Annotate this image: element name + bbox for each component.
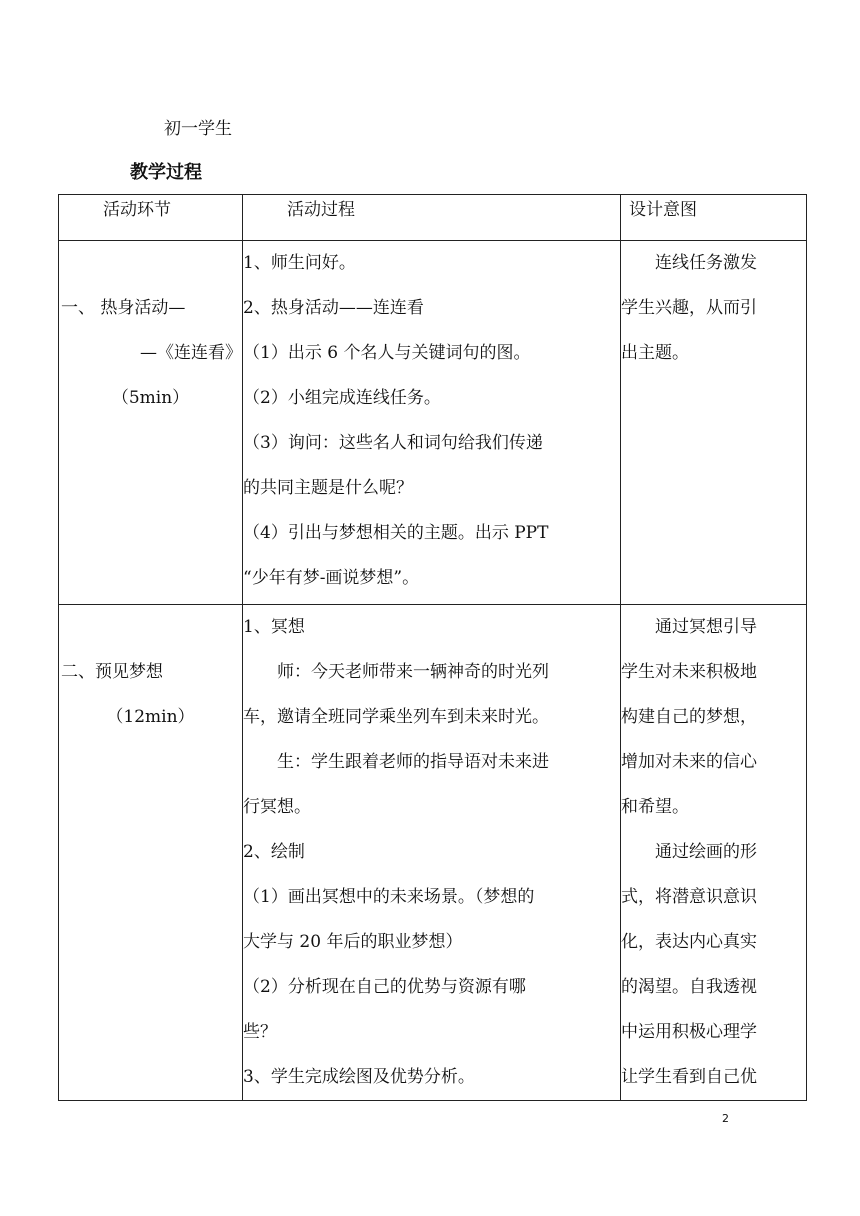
intent-cell (621, 605, 807, 1101)
process-line: “少年有梦-画说梦想”。 (243, 568, 420, 588)
process-line: （2）小组完成连线任务。 (243, 388, 441, 408)
intent-line: 增加对未来的信心 (621, 752, 757, 772)
process-line: 2、热身活动——连连看 (243, 298, 424, 318)
intent-line: 出主题。 (621, 343, 689, 363)
stage-cell (59, 605, 243, 1101)
intent-line: 和希望。 (621, 797, 689, 817)
process-line: 生：学生跟着老师的指导语对未来进 (277, 752, 549, 772)
teaching-process-table (58, 194, 807, 1101)
intent-line: 通过绘画的形 (655, 842, 757, 862)
stage-line: （12min） (106, 707, 195, 727)
stage-cell (59, 241, 243, 605)
intent-line: 让学生看到自己优 (621, 1067, 757, 1087)
section-heading: 教学过程 (130, 162, 202, 183)
process-line: 车，邀请全班同学乘坐列车到未来时光。 (243, 707, 549, 727)
stage-line: 一、 热身活动— (61, 298, 186, 318)
process-line: 师：今天老师带来一辆神奇的时光列 (277, 662, 549, 682)
table-row (59, 241, 807, 605)
intent-line: 的渴望。自我透视 (621, 977, 757, 997)
table-header-row (59, 195, 807, 241)
process-line: 大学与 20 年后的职业梦想） (243, 932, 463, 952)
process-line: （1）出示 6 个名人与关键词句的图。 (243, 343, 531, 363)
process-line: （4）引出与梦想相关的主题。出示 PPT (243, 523, 549, 543)
stage-line: （5min） (111, 388, 190, 408)
process-cell (243, 241, 621, 605)
intent-line: 通过冥想引导 (655, 617, 757, 637)
header-process: 活动过程 (243, 195, 621, 241)
stage-line: 二、预见梦想 (61, 662, 163, 682)
intent-line: 学生对未来积极地 (621, 662, 757, 682)
intent-line: 构建自己的梦想， (621, 707, 757, 727)
header-stage: 活动环节 (59, 195, 243, 241)
process-line: （3）询问：这些名人和词句给我们传递 (243, 433, 543, 453)
intent-cell (621, 241, 807, 605)
process-line: （1）画出冥想中的未来场景。（梦想的 (243, 887, 535, 907)
process-line: 的共同主题是什么呢？ (243, 478, 413, 498)
table-row (59, 605, 807, 1101)
process-line: 3、学生完成绘图及优势分析。 (243, 1067, 475, 1087)
page-number: 2 (722, 1112, 729, 1125)
header-intent: 设计意图 (621, 195, 807, 241)
intent-line: 学生兴趣，从而引 (621, 298, 757, 318)
process-line: （2）分析现在自己的优势与资源有哪 (243, 977, 526, 997)
intent-line: 化，表达内心真实 (621, 932, 757, 952)
process-line: 1、师生问好。 (243, 253, 356, 273)
process-line: 行冥想。 (243, 797, 311, 817)
intro-text: 初一学生 (164, 119, 232, 139)
intent-line: 连线任务激发 (655, 253, 757, 273)
process-cell (243, 605, 621, 1101)
intent-line: 中运用积极心理学 (621, 1022, 757, 1042)
stage-line: —《连连看》 (140, 343, 242, 363)
process-line: 些？ (243, 1022, 277, 1042)
process-line: 1、冥想 (243, 617, 305, 637)
intent-line: 式，将潜意识意识 (621, 887, 757, 907)
process-line: 2、绘制 (243, 842, 305, 862)
